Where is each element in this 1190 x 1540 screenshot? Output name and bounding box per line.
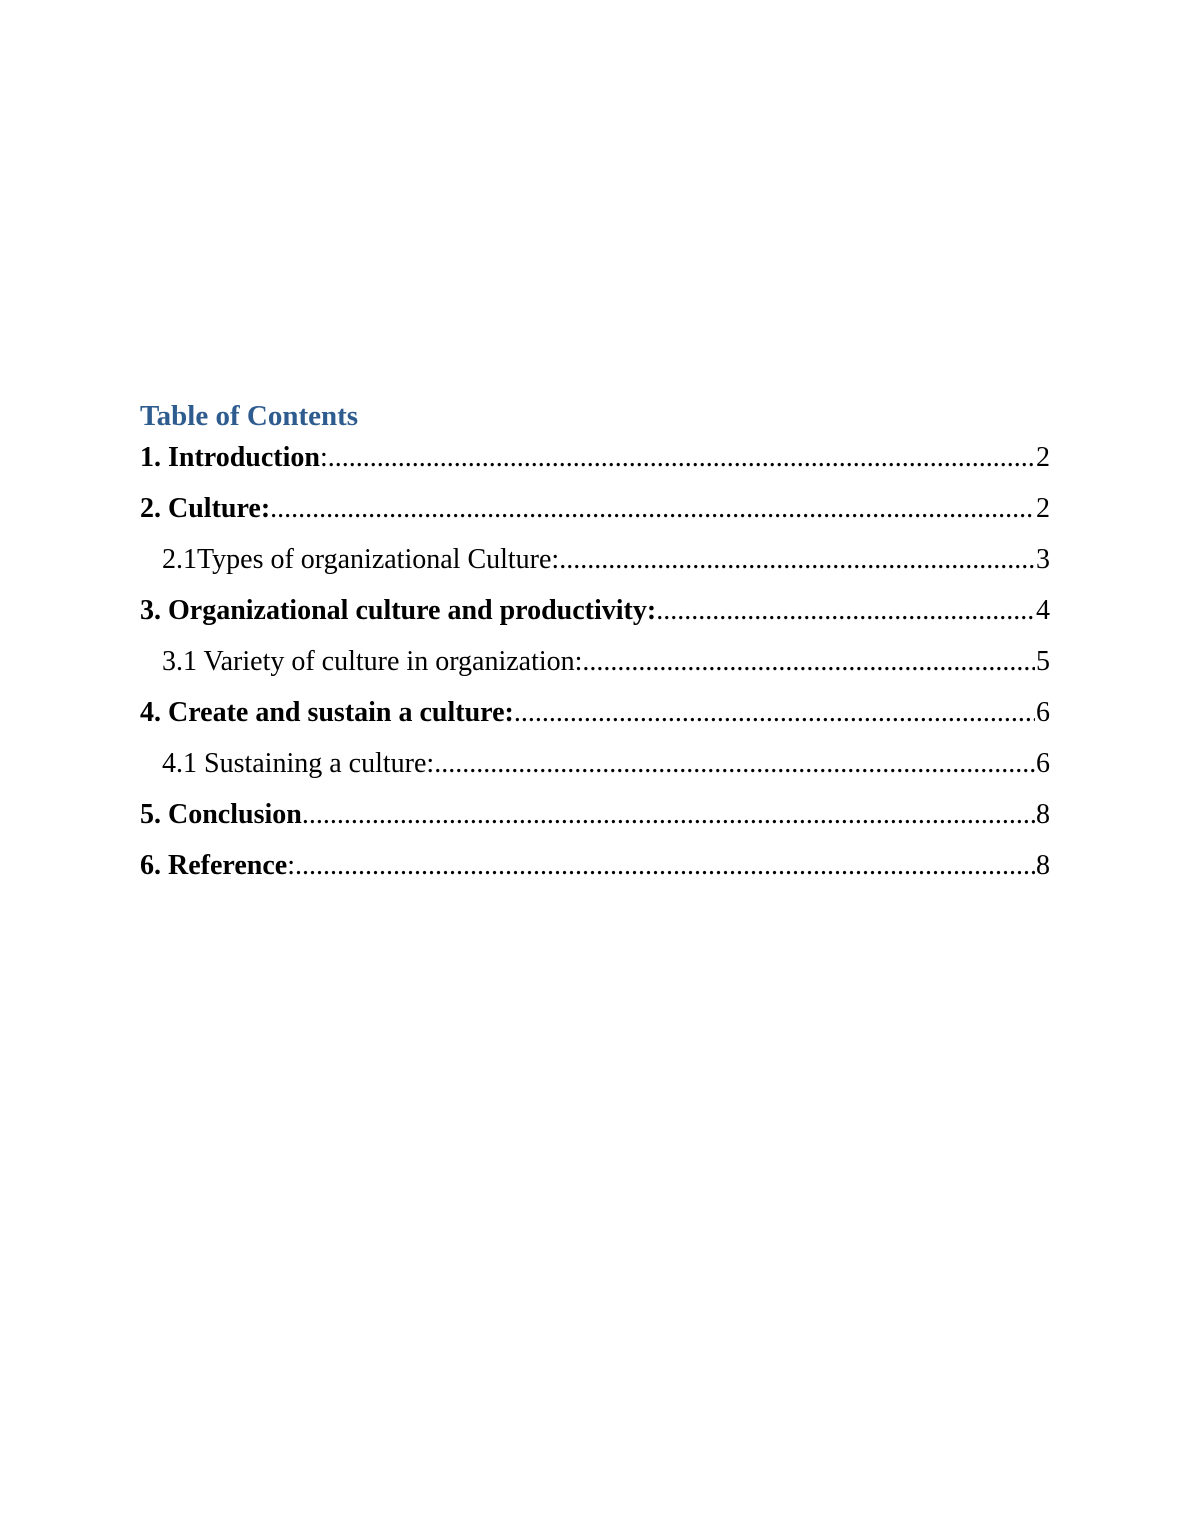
toc-heading: Table of Contents	[140, 400, 359, 432]
toc-entry-title: 3. Organizational culture and productivity:	[140, 595, 657, 626]
toc-dot-leader	[302, 795, 1035, 835]
toc-page-number: 6	[1036, 748, 1050, 779]
toc-entry-title: 4. Create and sustain a culture:	[140, 697, 514, 728]
toc-entry-title: 2. Culture:	[140, 493, 271, 524]
toc-entry[interactable]	[140, 642, 1050, 693]
toc-page-number: 8	[1036, 799, 1050, 830]
toc-dot-leader	[295, 846, 1035, 886]
toc-dot-leader	[328, 438, 1035, 478]
toc-entry-label	[140, 693, 514, 733]
toc-dot-leader	[514, 693, 1035, 733]
toc-page-number: 8	[1036, 850, 1050, 881]
toc-entry[interactable]	[140, 795, 1050, 846]
toc-entry[interactable]	[140, 489, 1050, 540]
toc-entry-label	[140, 489, 270, 529]
toc-entry-label	[140, 846, 295, 886]
toc-entry-label	[140, 795, 302, 835]
toc-dot-leader	[559, 540, 1035, 580]
toc-entry-label	[140, 591, 656, 631]
toc-entry-title: 3.1 Variety of culture in organization:	[162, 646, 583, 677]
toc-dot-leader	[582, 642, 1035, 682]
toc-entry-title: 2.1Types of organizational Culture:	[162, 544, 560, 575]
toc-entry-title: 6. Reference	[140, 850, 288, 881]
toc-entry-label	[140, 438, 328, 478]
toc-entry[interactable]	[140, 846, 1050, 897]
toc-page-number: 2	[1036, 442, 1050, 473]
toc-page-number: 3	[1036, 544, 1050, 575]
toc-entry-suffix: :	[319, 442, 328, 473]
toc-entry[interactable]	[140, 693, 1050, 744]
toc-entry[interactable]	[140, 540, 1050, 591]
toc-page-number: 2	[1036, 493, 1050, 524]
toc-entry[interactable]	[140, 591, 1050, 642]
toc-list	[140, 438, 1050, 897]
toc-page-number: 6	[1036, 697, 1050, 728]
toc-entry-title: 4.1 Sustaining a culture:	[162, 748, 435, 779]
toc-dot-leader	[656, 591, 1035, 631]
table-of-contents	[140, 396, 1050, 897]
toc-entry-label	[162, 642, 582, 682]
toc-entry[interactable]	[140, 744, 1050, 795]
toc-entry[interactable]	[140, 438, 1050, 489]
toc-entry-suffix: :	[287, 850, 295, 881]
toc-entry-title: 5. Conclusion	[140, 799, 302, 830]
toc-page-number: 5	[1036, 646, 1050, 677]
toc-dot-leader	[270, 489, 1035, 529]
toc-entry-label	[162, 540, 559, 580]
toc-dot-leader	[434, 744, 1035, 784]
toc-entry-title: 1. Introduction	[140, 442, 320, 473]
toc-entry-label	[162, 744, 434, 784]
toc-page-number: 4	[1036, 595, 1050, 626]
